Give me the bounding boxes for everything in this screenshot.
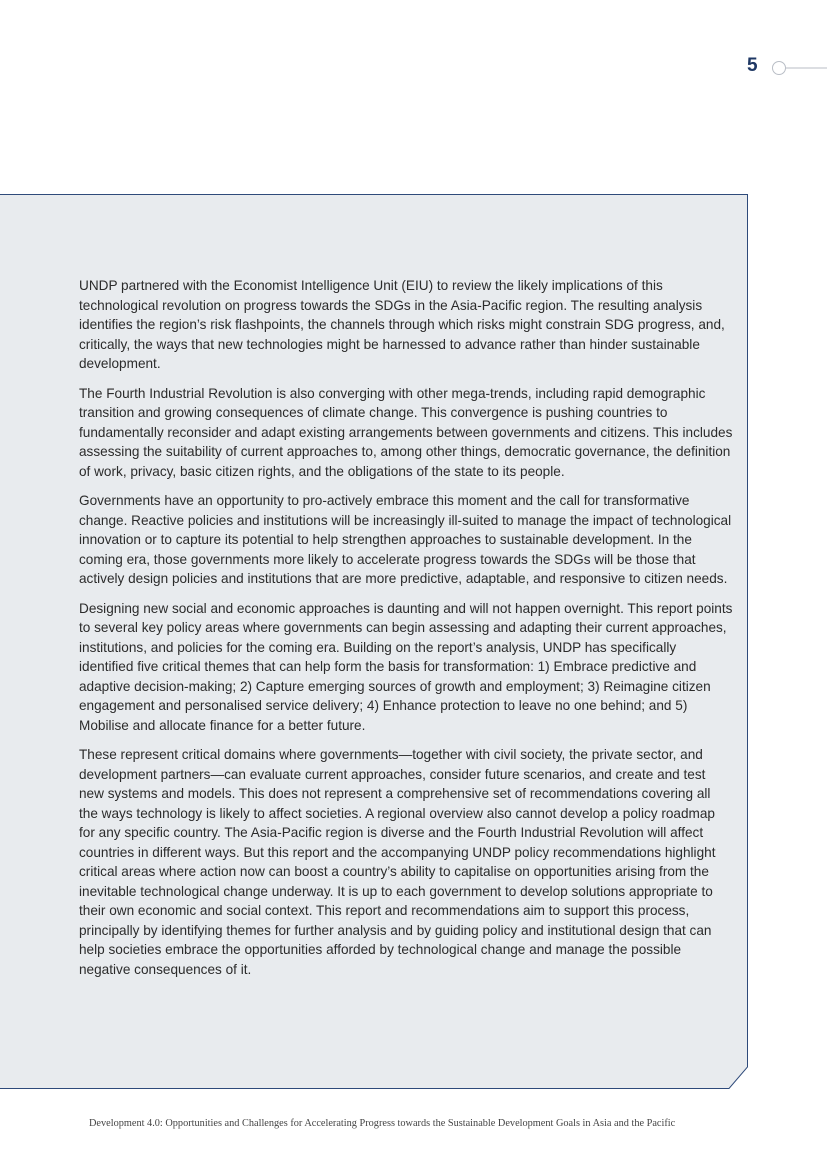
page-number: 5 [747,55,758,76]
paragraph: UNDP partnered with the Economist Intelligence Unit (EIU) to review the likely implications of this technological revolution on progress towards the SDGs in the Asia-Pacific region. The resulting analysis identifies the region’s risk flashpoints, the channels through which risks might constrain SDG progress, and, critically, the ways that new technologies might be harnessed to advance rather than hinder sustainable development. [79,278,725,371]
footer-report-title: Development 4.0: Opportunities and Challenges for Accelerating Progress towards the Sustainable Development Goals in Asia and the Pacific [89,1118,676,1129]
circle-with-line-icon [771,61,827,75]
body-text [79,276,733,989]
paragraph: Designing new social and economic approaches is daunting and will not happen overnight. This report points to several key policy areas where governments can begin assessing and adapting their current approaches, institutions, and policies for the coming era. Building on the report’s analysis, UNDP has specifically identified five critical themes that can help form the basis for transformation: 1) Embrace predictive and adaptive decision-making; 2) Capture emerging sources of growth and employment; 3) Reimagine citizen engagement and personalised service delivery; 4) Enhance protection to leave no one behind; and 5) Mobilise and allocate finance for a better future. [79,600,733,733]
paragraph: Governments have an opportunity to pro-actively embrace this moment and the call for transformative change. Reactive policies and institutions will be increasingly ill-suited to manage the impact of technological innovation or to capture its potential to help strengthen approaches to sustainable development. In the coming era, those governments more likely to accelerate progress towards the SDGs will be those that actively design policies and institutions that are more predictive, adaptable, and responsive to citizen needs. [79,493,732,586]
paragraph: These represent critical domains where governments—together with civil society, the private sector, and development partners—can evaluate current approaches, consider future scenarios, and create and test new systems and models. This does not represent a comprehensive set of recommendations covering all the ways technology is likely to affect societies. A regional overview also cannot develop a policy roadmap for any specific country. The Asia-Pacific region is diverse and the Fourth Industrial Revolution will affect countries in different ways. But this report and the accompanying UNDP policy recommendations highlight critical areas where action now can boost a country’s ability to capitalise on opportunities arising from the inevitable technological change underway. It is up to each government to develop solutions appropriate to their own economic and social context. This report and recommendations aim to support this process, principally by identifying themes for further analysis and by guiding policy and institutional design that can help societies embrace the opportunities afforded by technological change and manage the possible negative consequences of it. [79,747,716,977]
paragraph: The Fourth Industrial Revolution is also converging with other mega-trends, including rapid demographic transition and growing consequences of climate change. This convergence is pushing countries to fundamentally reconsider and adapt existing arrangements between governments and citizens. This includes assessing the suitability of current approaches to, among other things, democratic governance, the definition of work, privacy, basic citizen rights, and the obligations of the state to its people. [79,385,733,479]
